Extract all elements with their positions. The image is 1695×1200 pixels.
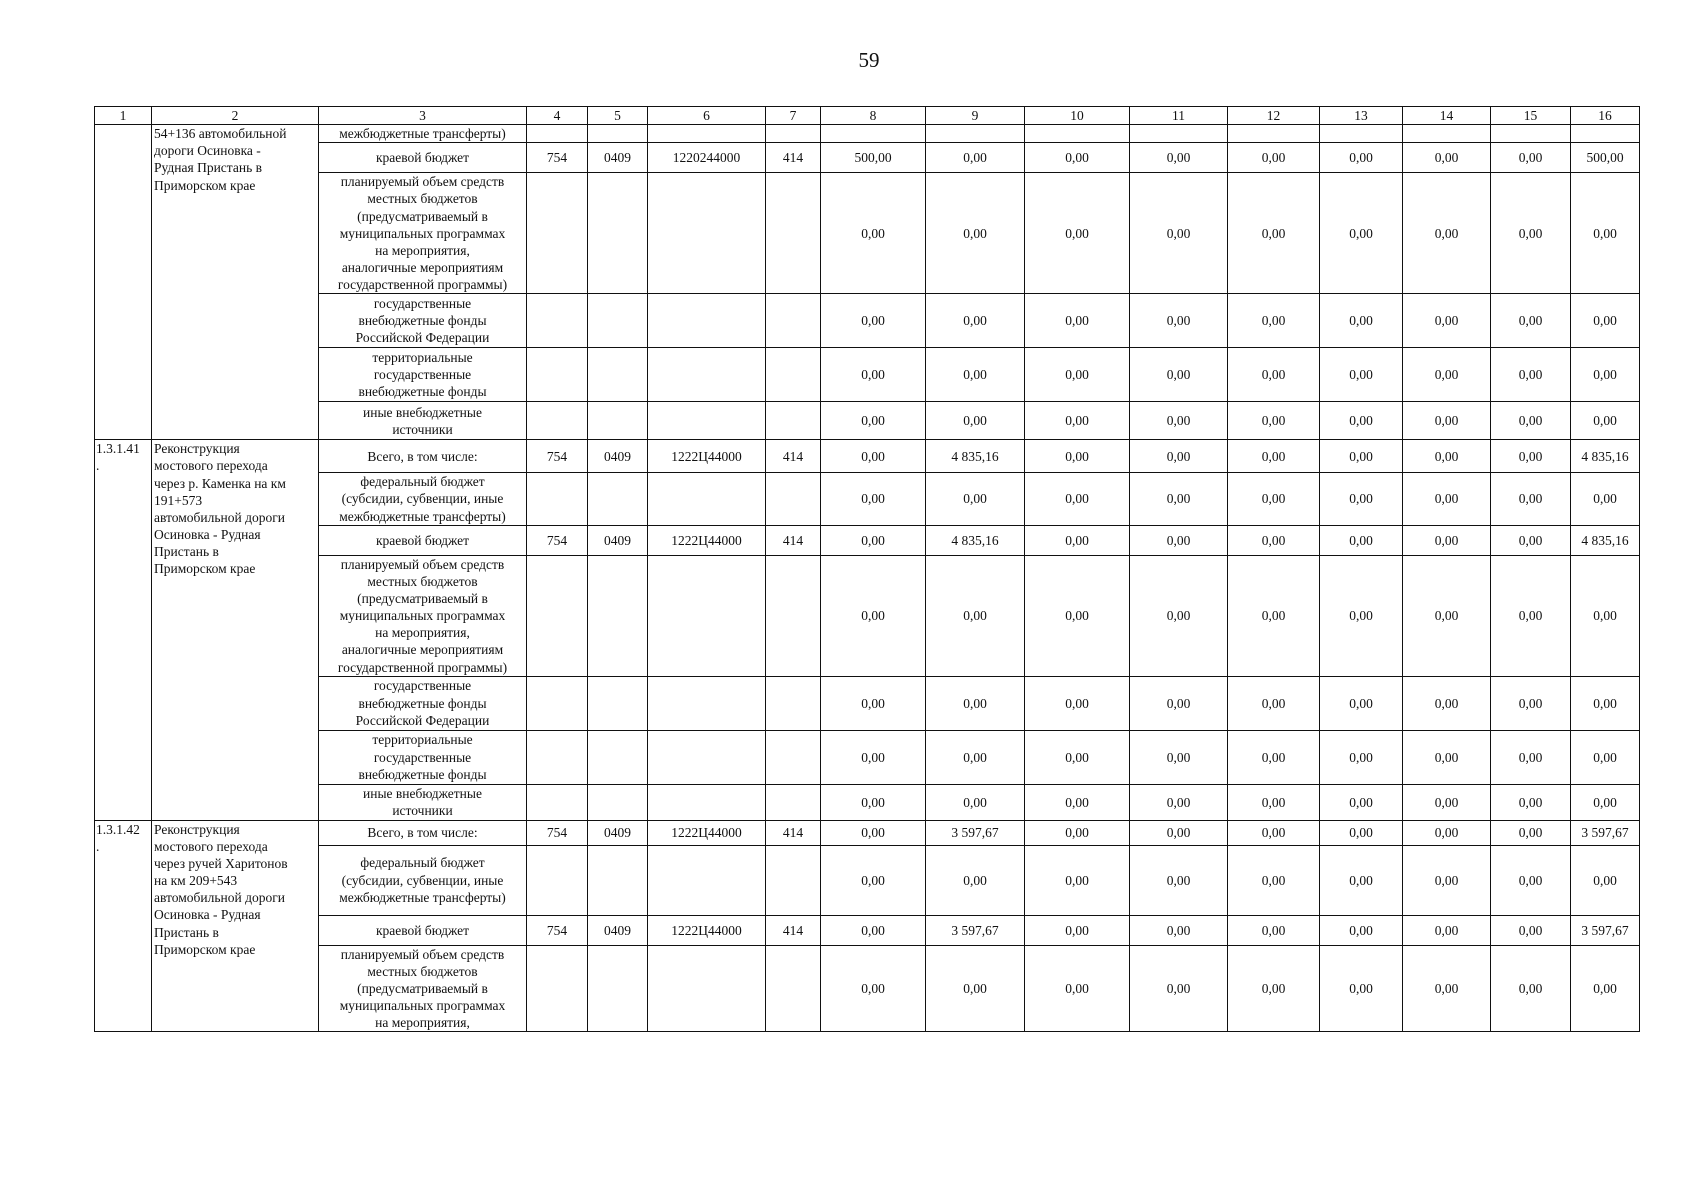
amount: 0,00 <box>1571 845 1640 915</box>
column-number: 3 <box>319 107 527 125</box>
budget-code: 754 <box>527 525 588 555</box>
column-number: 9 <box>926 107 1025 125</box>
budget-code <box>766 473 821 525</box>
amount: 0,00 <box>1491 915 1571 945</box>
budget-code <box>527 555 588 676</box>
amount: 0,00 <box>1228 730 1320 784</box>
item-code: 1.3.1.41 . <box>95 440 152 820</box>
column-number: 16 <box>1571 107 1640 125</box>
amount: 0,00 <box>1491 402 1571 440</box>
amount: 0,00 <box>1228 173 1320 294</box>
amount: 0,00 <box>1320 440 1403 473</box>
budget-code <box>588 473 648 525</box>
amount: 0,00 <box>1491 555 1571 676</box>
amount: 0,00 <box>821 402 926 440</box>
amount: 4 835,16 <box>1571 525 1640 555</box>
amount: 0,00 <box>1228 473 1320 525</box>
amount: 0,00 <box>1228 555 1320 676</box>
amount: 0,00 <box>821 845 926 915</box>
budget-code <box>588 730 648 784</box>
table-row <box>95 915 1640 945</box>
table-row <box>95 555 1640 676</box>
amount: 0,00 <box>1320 294 1403 348</box>
budget-code <box>527 473 588 525</box>
budget-code <box>766 402 821 440</box>
amount: 0,00 <box>1130 294 1228 348</box>
amount: 0,00 <box>1130 402 1228 440</box>
budget-code: 754 <box>527 440 588 473</box>
amount: 0,00 <box>1025 820 1130 845</box>
amount: 0,00 <box>1571 402 1640 440</box>
amount: 0,00 <box>1228 784 1320 820</box>
amount: 0,00 <box>1320 173 1403 294</box>
amount: 0,00 <box>1228 915 1320 945</box>
budget-code: 754 <box>527 820 588 845</box>
amount: 3 597,67 <box>1571 820 1640 845</box>
amount <box>821 125 926 143</box>
amount: 4 835,16 <box>926 525 1025 555</box>
amount: 0,00 <box>926 402 1025 440</box>
amount: 0,00 <box>1403 440 1491 473</box>
budget-code <box>527 402 588 440</box>
amount: 0,00 <box>1491 730 1571 784</box>
amount: 0,00 <box>1025 730 1130 784</box>
table-row <box>95 730 1640 784</box>
item-name: 54+136 автомобильной дороги Осиновка - Рудная Пристань в Приморском крае <box>152 125 319 440</box>
amount: 0,00 <box>821 730 926 784</box>
amount: 0,00 <box>926 730 1025 784</box>
amount: 0,00 <box>1228 820 1320 845</box>
amount: 0,00 <box>1403 402 1491 440</box>
amount: 0,00 <box>1025 173 1130 294</box>
amount: 0,00 <box>1403 730 1491 784</box>
amount: 0,00 <box>1403 555 1491 676</box>
table-row <box>95 294 1640 348</box>
amount: 0,00 <box>1403 143 1491 173</box>
amount: 0,00 <box>1491 348 1571 402</box>
amount: 500,00 <box>821 143 926 173</box>
budget-code: 1222Ц44000 <box>648 915 766 945</box>
funding-source: федеральный бюджет (субсидии, субвенции, иные межбюджетные трансферты) <box>319 473 527 525</box>
budget-code <box>588 125 648 143</box>
amount <box>1403 125 1491 143</box>
table-row <box>95 845 1640 915</box>
budget-code <box>527 945 588 1032</box>
table-row <box>95 473 1640 525</box>
budget-code <box>766 676 821 730</box>
amount: 0,00 <box>821 676 926 730</box>
budget-code <box>648 125 766 143</box>
funding-source: территориальные государственные внебюджетные фонды <box>319 730 527 784</box>
budget-code <box>527 676 588 730</box>
amount: 0,00 <box>1491 945 1571 1032</box>
amount: 0,00 <box>1025 525 1130 555</box>
table-row <box>95 676 1640 730</box>
amount: 0,00 <box>1025 348 1130 402</box>
amount: 0,00 <box>926 676 1025 730</box>
amount: 0,00 <box>1228 402 1320 440</box>
amount: 0,00 <box>926 348 1025 402</box>
item-code: 1.3.1.42 . <box>95 820 152 1032</box>
amount: 0,00 <box>821 820 926 845</box>
column-number: 13 <box>1320 107 1403 125</box>
budget-code: 0409 <box>588 915 648 945</box>
funding-source: планируемый объем средств местных бюджетов (предусматриваемый в муниципальных программах на мероприятия, <box>319 945 527 1032</box>
funding-source: краевой бюджет <box>319 915 527 945</box>
budget-code <box>588 173 648 294</box>
amount: 0,00 <box>1130 555 1228 676</box>
amount: 0,00 <box>926 473 1025 525</box>
amount: 0,00 <box>1320 348 1403 402</box>
amount: 0,00 <box>1320 820 1403 845</box>
amount: 3 597,67 <box>926 820 1025 845</box>
budget-code <box>648 784 766 820</box>
funding-source: планируемый объем средств местных бюджетов (предусматриваемый в муниципальных программах на мероприятия, аналогичные мероприятиям государственной программы) <box>319 555 527 676</box>
amount: 0,00 <box>1571 555 1640 676</box>
amount: 0,00 <box>1491 173 1571 294</box>
amount <box>1571 125 1640 143</box>
amount: 0,00 <box>1228 294 1320 348</box>
amount: 0,00 <box>1130 473 1228 525</box>
amount: 500,00 <box>1571 143 1640 173</box>
amount: 0,00 <box>926 784 1025 820</box>
budget-code <box>766 125 821 143</box>
budget-code <box>648 845 766 915</box>
amount: 0,00 <box>1130 348 1228 402</box>
amount: 0,00 <box>1130 525 1228 555</box>
amount: 0,00 <box>1491 525 1571 555</box>
amount: 0,00 <box>1571 730 1640 784</box>
amount: 0,00 <box>1491 676 1571 730</box>
amount: 0,00 <box>926 945 1025 1032</box>
budget-table <box>94 106 1640 1032</box>
budget-code <box>766 945 821 1032</box>
amount: 0,00 <box>1403 820 1491 845</box>
amount <box>1228 125 1320 143</box>
budget-code <box>527 348 588 402</box>
amount: 0,00 <box>1130 915 1228 945</box>
budget-code <box>648 945 766 1032</box>
budget-code: 0409 <box>588 440 648 473</box>
amount: 0,00 <box>1025 402 1130 440</box>
amount: 0,00 <box>926 173 1025 294</box>
amount: 0,00 <box>1228 143 1320 173</box>
table-row <box>95 125 1640 143</box>
amount <box>926 125 1025 143</box>
amount: 0,00 <box>1228 348 1320 402</box>
amount: 0,00 <box>821 555 926 676</box>
budget-code <box>648 348 766 402</box>
funding-source: краевой бюджет <box>319 525 527 555</box>
amount: 0,00 <box>1025 784 1130 820</box>
amount: 0,00 <box>1320 945 1403 1032</box>
amount: 0,00 <box>821 525 926 555</box>
budget-code <box>648 402 766 440</box>
column-number: 10 <box>1025 107 1130 125</box>
budget-code <box>588 294 648 348</box>
amount: 0,00 <box>1130 173 1228 294</box>
amount: 0,00 <box>1320 915 1403 945</box>
amount: 4 835,16 <box>1571 440 1640 473</box>
amount: 0,00 <box>1403 915 1491 945</box>
funding-source: краевой бюджет <box>319 143 527 173</box>
amount <box>1491 125 1571 143</box>
page-number: 59 <box>858 48 880 72</box>
amount: 0,00 <box>1491 784 1571 820</box>
amount: 0,00 <box>1320 845 1403 915</box>
budget-code <box>766 730 821 784</box>
budget-code <box>766 348 821 402</box>
column-number: 12 <box>1228 107 1320 125</box>
amount: 0,00 <box>926 555 1025 676</box>
amount: 0,00 <box>821 473 926 525</box>
amount: 0,00 <box>926 143 1025 173</box>
budget-code <box>648 473 766 525</box>
amount: 0,00 <box>1025 945 1130 1032</box>
budget-code: 0409 <box>588 820 648 845</box>
item-code <box>95 125 152 440</box>
amount: 0,00 <box>1130 945 1228 1032</box>
amount: 0,00 <box>821 348 926 402</box>
budget-code <box>766 555 821 676</box>
amount: 0,00 <box>1130 440 1228 473</box>
amount: 0,00 <box>821 915 926 945</box>
table-row <box>95 784 1640 820</box>
budget-code <box>527 730 588 784</box>
amount: 0,00 <box>1025 845 1130 915</box>
budget-code <box>766 294 821 348</box>
amount: 0,00 <box>1320 555 1403 676</box>
budget-code: 0409 <box>588 143 648 173</box>
amount: 0,00 <box>1320 473 1403 525</box>
amount: 0,00 <box>1403 676 1491 730</box>
budget-code <box>648 294 766 348</box>
amount: 0,00 <box>1403 173 1491 294</box>
funding-source: Всего, в том числе: <box>319 440 527 473</box>
budget-code <box>648 555 766 676</box>
amount: 0,00 <box>1320 525 1403 555</box>
amount: 0,00 <box>1320 143 1403 173</box>
funding-source: федеральный бюджет (субсидии, субвенции, иные межбюджетные трансферты) <box>319 845 527 915</box>
amount: 0,00 <box>1491 820 1571 845</box>
amount: 0,00 <box>1025 143 1130 173</box>
amount: 0,00 <box>1403 945 1491 1032</box>
amount: 0,00 <box>1228 676 1320 730</box>
amount: 0,00 <box>1025 555 1130 676</box>
budget-code: 414 <box>766 143 821 173</box>
amount: 0,00 <box>1130 676 1228 730</box>
table-row <box>95 402 1640 440</box>
budget-code <box>766 173 821 294</box>
amount: 0,00 <box>1571 294 1640 348</box>
amount: 0,00 <box>1491 845 1571 915</box>
amount: 0,00 <box>1571 173 1640 294</box>
amount: 0,00 <box>1403 525 1491 555</box>
amount <box>1130 125 1228 143</box>
funding-source: иные внебюджетные источники <box>319 402 527 440</box>
amount: 0,00 <box>1491 294 1571 348</box>
amount: 0,00 <box>821 440 926 473</box>
budget-code: 414 <box>766 915 821 945</box>
budget-code <box>648 730 766 784</box>
amount: 0,00 <box>1025 473 1130 525</box>
funding-source: межбюджетные трансферты) <box>319 125 527 143</box>
amount <box>1025 125 1130 143</box>
amount: 0,00 <box>1025 294 1130 348</box>
budget-code: 414 <box>766 440 821 473</box>
column-number: 2 <box>152 107 319 125</box>
table-row <box>95 143 1640 173</box>
amount: 0,00 <box>1491 143 1571 173</box>
amount: 0,00 <box>821 294 926 348</box>
budget-code <box>527 294 588 348</box>
amount: 0,00 <box>1403 473 1491 525</box>
amount: 0,00 <box>1228 845 1320 915</box>
budget-code: 0409 <box>588 525 648 555</box>
budget-code: 1222Ц44000 <box>648 820 766 845</box>
budget-code <box>588 945 648 1032</box>
budget-code <box>588 555 648 676</box>
item-name: Реконструкция мостового перехода через р. Каменка на км 191+573 автомобильной дороги Осиновка - Рудная Пристань в Приморском крае <box>152 440 319 820</box>
funding-source: планируемый объем средств местных бюджетов (предусматриваемый в муниципальных программах на мероприятия, аналогичные мероприятиям государственной программы) <box>319 173 527 294</box>
amount: 0,00 <box>1320 784 1403 820</box>
budget-code <box>527 784 588 820</box>
budget-code <box>648 173 766 294</box>
column-number: 5 <box>588 107 648 125</box>
column-number: 1 <box>95 107 152 125</box>
column-number: 11 <box>1130 107 1228 125</box>
amount: 0,00 <box>1130 730 1228 784</box>
amount: 0,00 <box>926 845 1025 915</box>
amount: 0,00 <box>1571 784 1640 820</box>
amount: 0,00 <box>1403 845 1491 915</box>
budget-code <box>588 676 648 730</box>
budget-code <box>588 402 648 440</box>
table-row <box>95 820 1640 845</box>
amount: 0,00 <box>1571 473 1640 525</box>
amount: 0,00 <box>1403 348 1491 402</box>
amount: 0,00 <box>1320 676 1403 730</box>
amount: 0,00 <box>926 294 1025 348</box>
budget-code: 414 <box>766 820 821 845</box>
amount: 0,00 <box>1025 440 1130 473</box>
amount: 0,00 <box>1228 945 1320 1032</box>
amount: 0,00 <box>1571 945 1640 1032</box>
amount: 0,00 <box>1228 440 1320 473</box>
column-number-row <box>95 107 1640 125</box>
amount: 4 835,16 <box>926 440 1025 473</box>
funding-source: Всего, в том числе: <box>319 820 527 845</box>
amount <box>1320 125 1403 143</box>
amount: 0,00 <box>1320 730 1403 784</box>
table-row <box>95 348 1640 402</box>
budget-code: 1222Ц44000 <box>648 525 766 555</box>
budget-code <box>648 676 766 730</box>
budget-code <box>766 784 821 820</box>
column-number: 7 <box>766 107 821 125</box>
funding-source: территориальные государственные внебюджетные фонды <box>319 348 527 402</box>
budget-code: 1222Ц44000 <box>648 440 766 473</box>
amount: 0,00 <box>1571 676 1640 730</box>
column-number: 6 <box>648 107 766 125</box>
amount: 0,00 <box>1228 525 1320 555</box>
table-row <box>95 173 1640 294</box>
table-row <box>95 945 1640 1032</box>
budget-code <box>766 845 821 915</box>
item-name: Реконструкция мостового перехода через ручей Харитонов на км 209+543 автомобильной дороги Осиновка - Рудная Пристань в Приморском крае <box>152 820 319 1032</box>
amount: 0,00 <box>1130 784 1228 820</box>
budget-code <box>588 784 648 820</box>
amount: 0,00 <box>1491 440 1571 473</box>
amount: 0,00 <box>1491 473 1571 525</box>
column-number: 8 <box>821 107 926 125</box>
amount: 3 597,67 <box>926 915 1025 945</box>
funding-source: государственные внебюджетные фонды Российской Федерации <box>319 294 527 348</box>
budget-code: 414 <box>766 525 821 555</box>
budget-code: 1220244000 <box>648 143 766 173</box>
amount: 0,00 <box>1403 784 1491 820</box>
amount: 0,00 <box>1571 348 1640 402</box>
table-row <box>95 525 1640 555</box>
budget-code <box>588 348 648 402</box>
amount: 0,00 <box>821 173 926 294</box>
funding-source: государственные внебюджетные фонды Российской Федерации <box>319 676 527 730</box>
budget-code <box>527 845 588 915</box>
budget-code <box>588 845 648 915</box>
amount: 0,00 <box>1025 915 1130 945</box>
amount: 0,00 <box>1320 402 1403 440</box>
amount: 0,00 <box>1403 294 1491 348</box>
table-row <box>95 440 1640 473</box>
budget-code: 754 <box>527 915 588 945</box>
amount: 0,00 <box>1130 845 1228 915</box>
amount: 0,00 <box>1130 143 1228 173</box>
amount: 0,00 <box>1130 820 1228 845</box>
funding-source: иные внебюджетные источники <box>319 784 527 820</box>
amount: 0,00 <box>1025 676 1130 730</box>
budget-code: 754 <box>527 143 588 173</box>
column-number: 14 <box>1403 107 1491 125</box>
amount: 3 597,67 <box>1571 915 1640 945</box>
budget-code <box>527 173 588 294</box>
amount: 0,00 <box>821 945 926 1032</box>
column-number: 4 <box>527 107 588 125</box>
amount: 0,00 <box>821 784 926 820</box>
budget-code <box>527 125 588 143</box>
column-number: 15 <box>1491 107 1571 125</box>
